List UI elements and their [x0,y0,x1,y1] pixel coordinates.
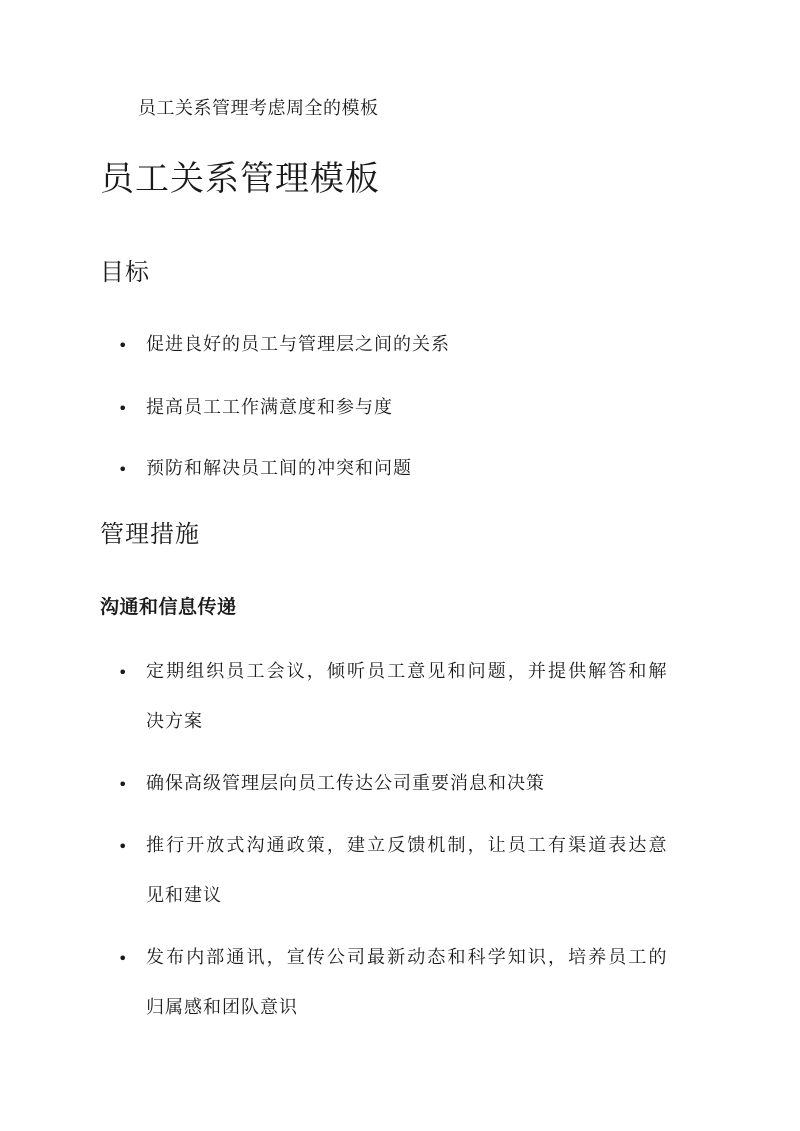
bullet-icon: • [118,460,128,479]
list-item-text: 发布内部通讯，宣传公司最新动态和科学知识，培养员工的 [146,947,669,968]
document-title: 员工关系管理模板 [100,159,380,199]
document-subtitle: 员工关系管理考虑周全的模板 [138,98,379,119]
section-heading-goals: 目标 [100,258,150,286]
subsection-heading-communication: 沟通和信息传递 [100,596,237,618]
bullet-icon: • [118,399,128,418]
list-item-text: 推行开放式沟通政策，建立反馈机制，让员工有渠道表达意 [146,835,669,856]
list-item-text: 定期组织员工会议，倾听员工意见和问题，并提供解答和解 [146,661,669,682]
section-heading-measures: 管理措施 [100,520,200,548]
bullet-icon: • [118,775,128,794]
list-item-text-continued: 见和建议 [146,885,222,906]
list-item-text: 提高员工工作满意度和参与度 [146,397,393,418]
list-item-text-continued: 决方案 [146,711,203,732]
list-item-text: 预防和解决员工间的冲突和问题 [146,458,412,479]
list-item-text-continued: 归属感和团队意识 [146,997,298,1018]
list-item-text: 促进良好的员工与管理层之间的关系 [146,334,450,355]
bullet-icon: • [118,837,128,856]
bullet-icon: • [118,949,128,968]
list-item-text: 确保高级管理层向员工传达公司重要消息和决策 [146,773,545,794]
bullet-icon: • [118,663,128,682]
bullet-icon: • [118,336,128,355]
